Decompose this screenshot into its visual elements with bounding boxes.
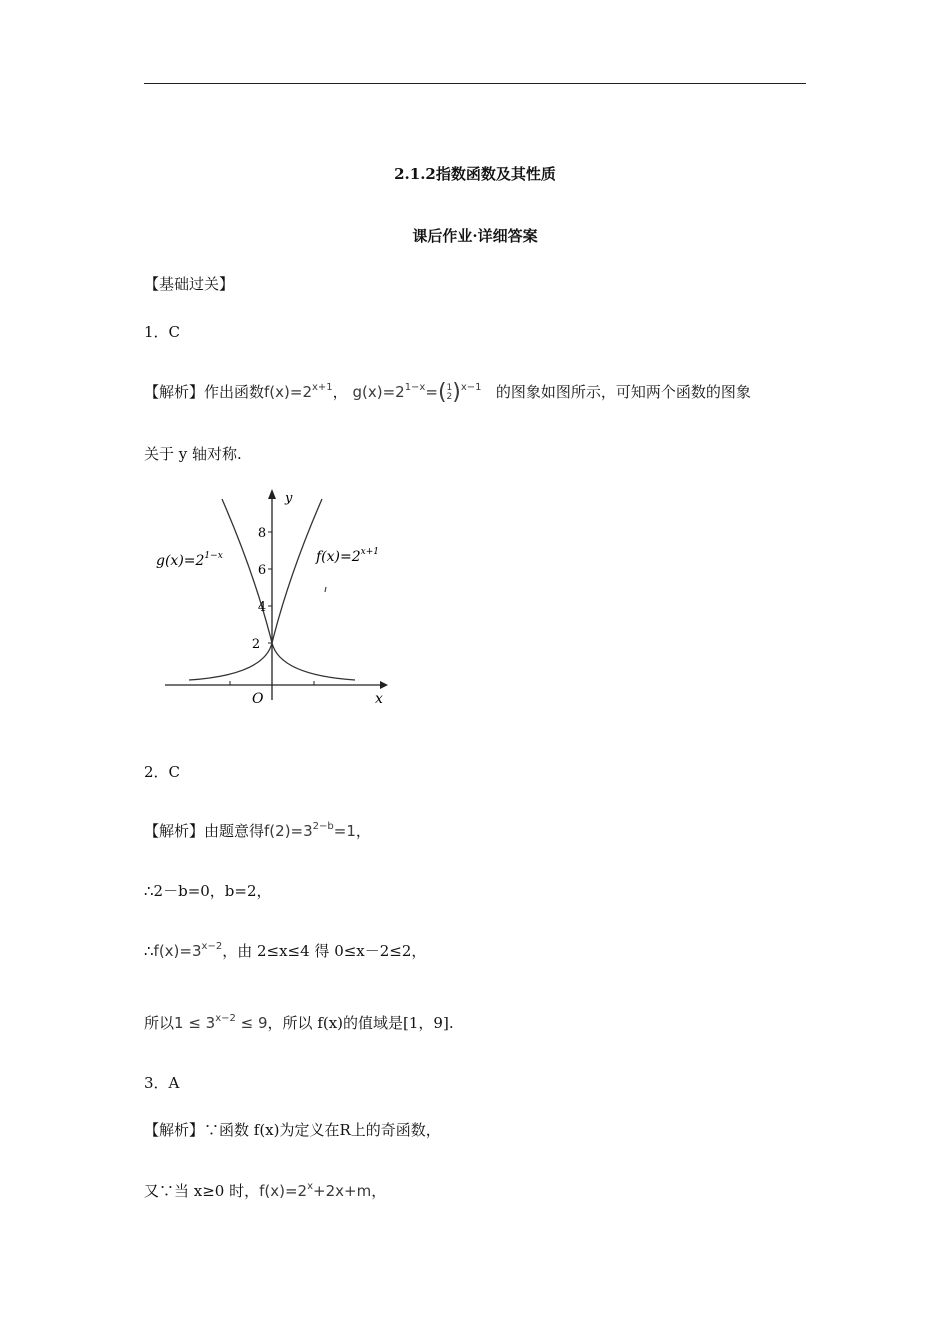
q1-g-formula: $g(x)=2^{1-x}=$( 1 2 )$^{x-1}$ bbox=[352, 380, 482, 405]
f-label: $f(x)=2^{x+1}$ bbox=[316, 547, 379, 565]
q1-analysis-suffix: 的图象如图所示，可知两个函数的图象 bbox=[495, 383, 751, 401]
y-axis-arrow bbox=[268, 489, 276, 499]
y-axis-label: y bbox=[285, 491, 293, 506]
y-tick-4: 4 bbox=[257, 600, 267, 615]
q2-line2: ∴2－b=0，b=2， bbox=[144, 882, 272, 900]
x-axis-label: x bbox=[375, 691, 383, 707]
q2-formula2: $f(x)=3^{x-2}$ bbox=[153, 941, 223, 960]
q2-answer: 2．C bbox=[144, 763, 181, 781]
q2-line3: $\therefore f(x)=3^{x-2}$，由 2≤x≤4 得 0≤x－2≤2， bbox=[144, 941, 427, 960]
q3-line2: 又∵当 x≥0 时，$f(x)=2^x+2x+m$， bbox=[144, 1181, 387, 1200]
y-tick-6: 6 bbox=[257, 563, 267, 578]
q1-analysis-prefix: 【解析】作出函数 bbox=[144, 383, 265, 401]
g-label: $g(x)=2^{1-x}$ bbox=[156, 551, 223, 569]
q1-answer: 1．C bbox=[144, 323, 181, 341]
page-subtitle: 课后作业·详细答案 bbox=[412, 227, 538, 245]
q3-answer: 3．A bbox=[144, 1074, 180, 1092]
q1-graph bbox=[150, 485, 400, 715]
q1-sep: ， bbox=[332, 383, 348, 401]
page-title: 2.1.2指数函数及其性质 bbox=[394, 165, 556, 183]
x-axis-arrow bbox=[380, 681, 388, 689]
q2-formula3: $1 \le 3^{x-2} \le 9$ bbox=[174, 1013, 268, 1032]
origin-label: O bbox=[252, 691, 264, 707]
q2-line4: 所以$1 \le 3^{x-2} \le 9$，所以 f(x)的值域是[1，9]. bbox=[144, 1013, 454, 1032]
q3-formula: $f(x)=2^x+2x+m$ bbox=[259, 1181, 372, 1200]
q3-line1: 【解析】∵函数 f(x)为定义在R上的奇函数， bbox=[144, 1121, 441, 1139]
q1-f-formula: $f(x)=2^{x+1}$ bbox=[264, 382, 333, 401]
q2-line1: 【解析】由题意得$f(2)=3^{2-b}=1$， bbox=[144, 821, 371, 840]
q1-analysis bbox=[144, 380, 751, 405]
g-curve bbox=[222, 499, 355, 680]
q1-line2: 关于 y 轴对称. bbox=[144, 445, 242, 463]
header-rule bbox=[144, 83, 806, 84]
y-tick-8: 8 bbox=[257, 526, 267, 541]
y-tick-2: 2 bbox=[251, 637, 261, 652]
section-heading: 【基础过关】 bbox=[144, 275, 235, 293]
f-curve bbox=[189, 499, 322, 680]
q2-formula1: $f(2)=3^{2-b}=1$ bbox=[264, 821, 356, 840]
stray-mark bbox=[325, 587, 326, 592]
